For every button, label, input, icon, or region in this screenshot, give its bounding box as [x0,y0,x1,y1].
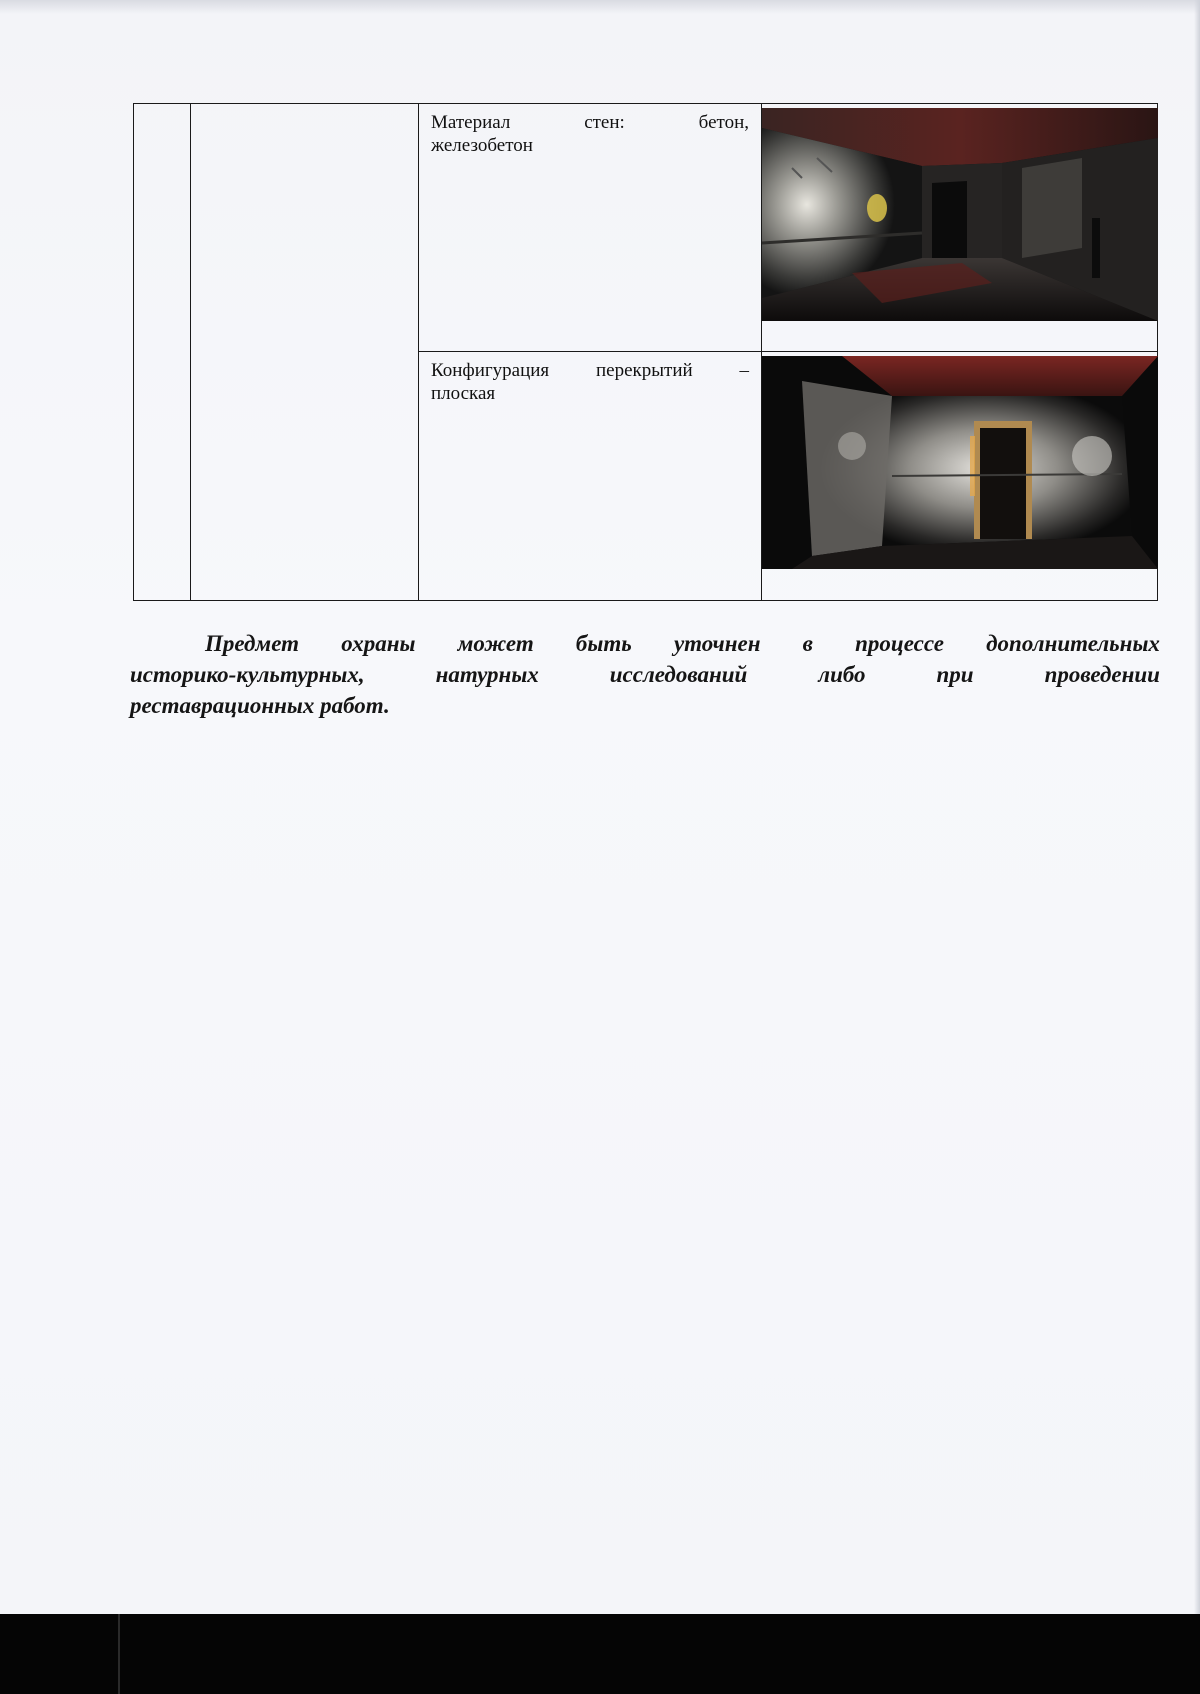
ceiling-configuration-text [419,352,761,405]
word: либо [818,662,866,687]
photo-concrete-corridor [762,108,1158,321]
number-cell [134,104,191,601]
word: Предмет [205,631,299,656]
word: исследований [609,662,748,687]
word: проведении [1044,662,1160,687]
scan-edge-top [0,0,1200,14]
word: Материал [431,112,511,133]
word: – [739,360,749,381]
note-line [130,659,1160,690]
word: перекрытий [596,360,693,381]
note-line [130,628,1160,659]
word: в [802,631,813,656]
word: процессе [855,631,944,656]
note-line: реставрационных работ. [130,693,390,718]
protection-note [130,628,1160,721]
element-cell [191,104,419,601]
word: охраны [341,631,416,656]
word: натурных [435,662,539,687]
scan-edge-right [1194,0,1200,1614]
wall-material-text [419,104,761,157]
table-row [134,104,1158,352]
word: железобетон [431,135,533,156]
word: при [936,662,974,687]
word: Конфигурация [431,360,550,381]
word: плоская [431,383,496,404]
protection-subject-table [133,103,1158,601]
word: уточнен [673,631,761,656]
photo-cell [762,104,1158,352]
scan-edge-mark [118,1614,120,1694]
word: дополнительных [986,631,1160,656]
photo-cell [762,352,1158,601]
description-cell [419,352,762,601]
photo-room-with-doorway [762,356,1158,569]
description-cell [419,104,762,352]
word: может [457,631,534,656]
word: быть [575,631,632,656]
word: стен: [584,112,625,133]
word: бетон, [698,112,749,133]
scan-bottom-border [0,1614,1200,1694]
word: историко-культурных, [130,662,365,687]
